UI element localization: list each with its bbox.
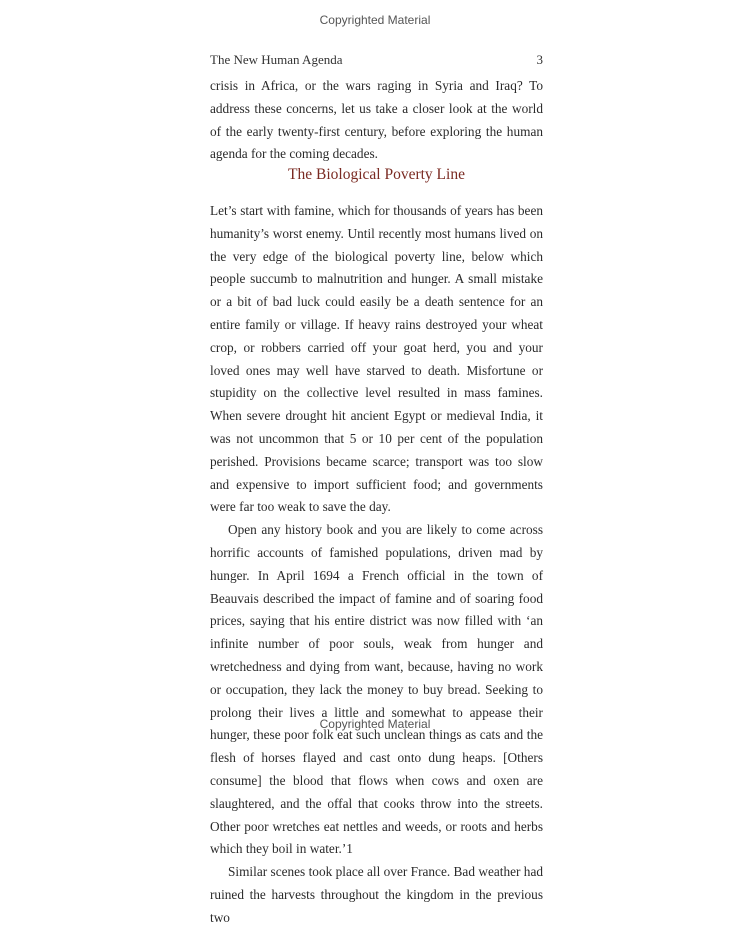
paragraph: Similar scenes took place all over France. Bad weather had ruined the harvests throughout the kingdom in the previous two	[210, 864, 543, 925]
running-title: The New Human Agenda	[210, 52, 343, 67]
copyright-watermark-top: Copyrighted Material	[319, 13, 431, 27]
running-header	[210, 52, 543, 68]
paragraph: Let’s start with famine, which for thousands of years has been humanity’s worst enemy. Until recently most humans lived on the very edge of the biological poverty line, below which people succumb to malnutrition and hunger. A small mistake or a bit of bad luck could easily be a death sentence for an entire family or village. If heavy rains destroyed your wheat crop, or robbers carried off your goat herd, you and your loved ones may well have starved to death. Misfortune or stupidity on the collective level resulted in mass famines. When severe drought hit ancient Egypt or medieval India, it was not uncommon that 5 or 10 per cent of the population perished. Provisions became scarce; transport was too slow and expensive to import sufficient food; and governments were far too weak to save the day.	[210, 203, 543, 515]
page-number: 3	[536, 52, 543, 67]
intro-text-block	[210, 75, 543, 166]
paragraph: crisis in Africa, or the wars raging in Syria and Iraq? To address these concerns, let us take a closer look at the world of the early twenty-first century, before exploring the human agenda for the coming decades.	[210, 78, 543, 162]
section-heading: The Biological Poverty Line	[288, 166, 465, 183]
paragraph: Open any history book and you are likely to come across horrific accounts of famished populations, driven mad by hunger. In April 1694 a French official in the town of Beauvais described the impact of famine and of soaring food prices, saying that his entire district was now filled with ‘an infinite number of poor souls, weak from hunger and wretchedness and dying from want, because, having no work or occupation, they lack the money to buy bread. Seeking to prolong their lives a little and somewhat to appease their hunger, these poor folk eat such unclean things as cats and the flesh of horses flayed and cast onto dung heaps. [Others consume] the blood that flows when cows and oxen are slaughtered, and the offal that cooks throw into the streets. Other poor wretches eat nettles and weeds, or roots and herbs which they boil in water.’1	[210, 522, 543, 857]
section-text-block	[210, 200, 543, 930]
copyright-watermark-bottom: Copyrighted Material	[319, 717, 431, 731]
